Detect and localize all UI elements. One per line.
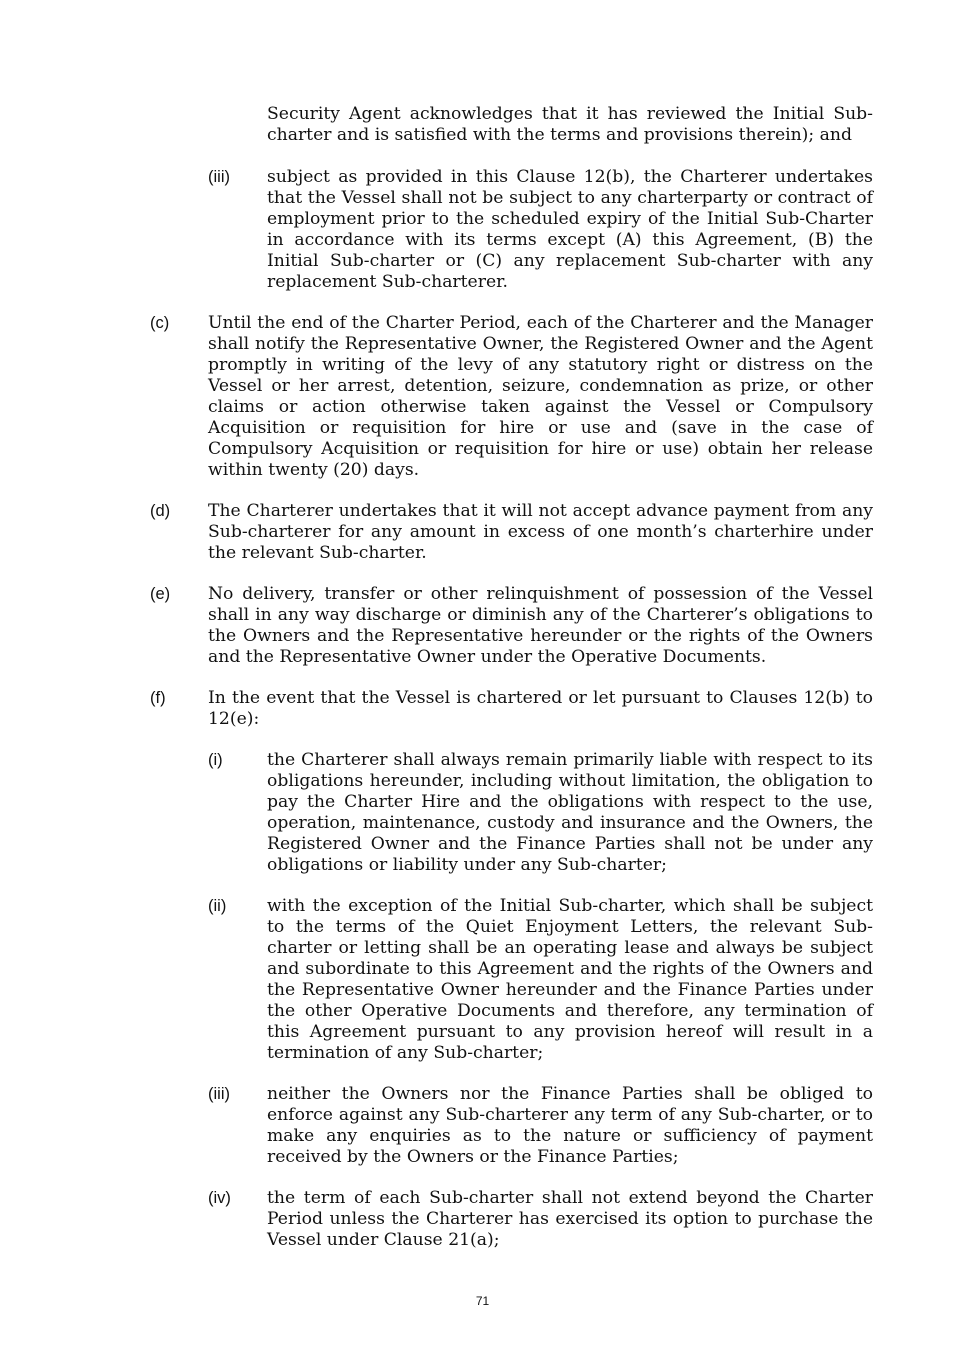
clause-b-iii-marker: (iii) bbox=[208, 168, 230, 186]
clause-f-iv-marker: (iv) bbox=[208, 1189, 231, 1207]
clause-d-marker: (d) bbox=[150, 502, 171, 520]
clause-f-ii-text: with the exception of the Initial Sub-charter, which shall be subject to the terms of the Quiet Enjoyment Letters, the relevant Sub-charter or letting shall be an operating lease and always be subject and subordinate to this Agreement and the rights of the Owners and the Representative Owner hereunder and the Finance Parties under the other Operative Documents and therefore, any termination of this Agreement pursuant to any provision hereof will result in a termination of any Sub-charter; bbox=[267, 896, 873, 1063]
clause-f-iii-marker: (iii) bbox=[208, 1085, 230, 1103]
clause-c-marker: (c) bbox=[150, 314, 170, 332]
clause-f-ii-marker: (ii) bbox=[208, 897, 227, 915]
clause-f-i-text: the Charterer shall always remain primarily liable with respect to its obligations hereunder, including without limitation, the obligation to pay the Charter Hire and the obligations with respect to the use, operation, maintenance, custody and insurance and the Owners, the Registered Owner and the Finance Parties shall not be under any obligations or liability under any Sub-charter; bbox=[267, 750, 873, 875]
clause-b-iii-text: subject as provided in this Clause 12(b), the Charterer undertakes that the Vessel shall not be subject to any charterparty or contract of employment prior to the scheduled expiry of the Initial Sub-Charter in accordance with its terms except (A) this Agreement, (B) the Initial Sub-charter or (C) any replacement Sub-charter with any replacement Sub-charterer. bbox=[267, 167, 873, 292]
clause-e-marker: (e) bbox=[150, 585, 171, 603]
clause-f-i-marker: (i) bbox=[208, 751, 223, 769]
clause-d-text: The Charterer undertakes that it will not accept advance payment from any Sub-charterer for any amount in excess of one month’s charterhire under the relevant Sub-charter. bbox=[208, 501, 873, 563]
clause-e-text: No delivery, transfer or other relinquishment of possession of the Vessel shall in any way discharge or diminish any of the Charterer’s obligations to the Owners and the Representative hereunder or the rights of the Owners and the Representative Owner under the Operative Documents. bbox=[208, 584, 873, 667]
clause-f-iv-text: the term of each Sub-charter shall not extend beyond the Charter Period unless the Charterer has exercised its option to purchase the Vessel under Clause 21(a); bbox=[267, 1188, 873, 1250]
clause-f-text: In the event that the Vessel is chartered or let pursuant to Clauses 12(b) to 12(e): bbox=[208, 688, 873, 729]
clause-c-text: Until the end of the Charter Period, each of the Charterer and the Manager shall notify the Representative Owner, the Registered Owner and the Agent promptly in writing of the levy of any statutory right or distress on the Vessel or her arrest, detention, seizure, condemnation as prize, or other claims or action otherwise taken against the Vessel or Compulsory Acquisition or requisition for hire or use and (save in the case of Compulsory Acquisition or requisition for hire or use) obtain her release within twenty (20) days. bbox=[208, 313, 873, 480]
continuation-paragraph: Security Agent acknowledges that it has reviewed the Initial Sub-charter and is satisfied with the terms and provisions therein); and bbox=[267, 104, 873, 145]
clause-f-iii-text: neither the Owners nor the Finance Parties shall be obliged to enforce against any Sub-charterer any term of any Sub-charter, or to make any enquiries as to the nature or sufficiency of payment received by the Owners or the Finance Parties; bbox=[267, 1084, 873, 1167]
page-number: 71 bbox=[475, 1294, 490, 1308]
clause-f-marker: (f) bbox=[150, 689, 166, 707]
